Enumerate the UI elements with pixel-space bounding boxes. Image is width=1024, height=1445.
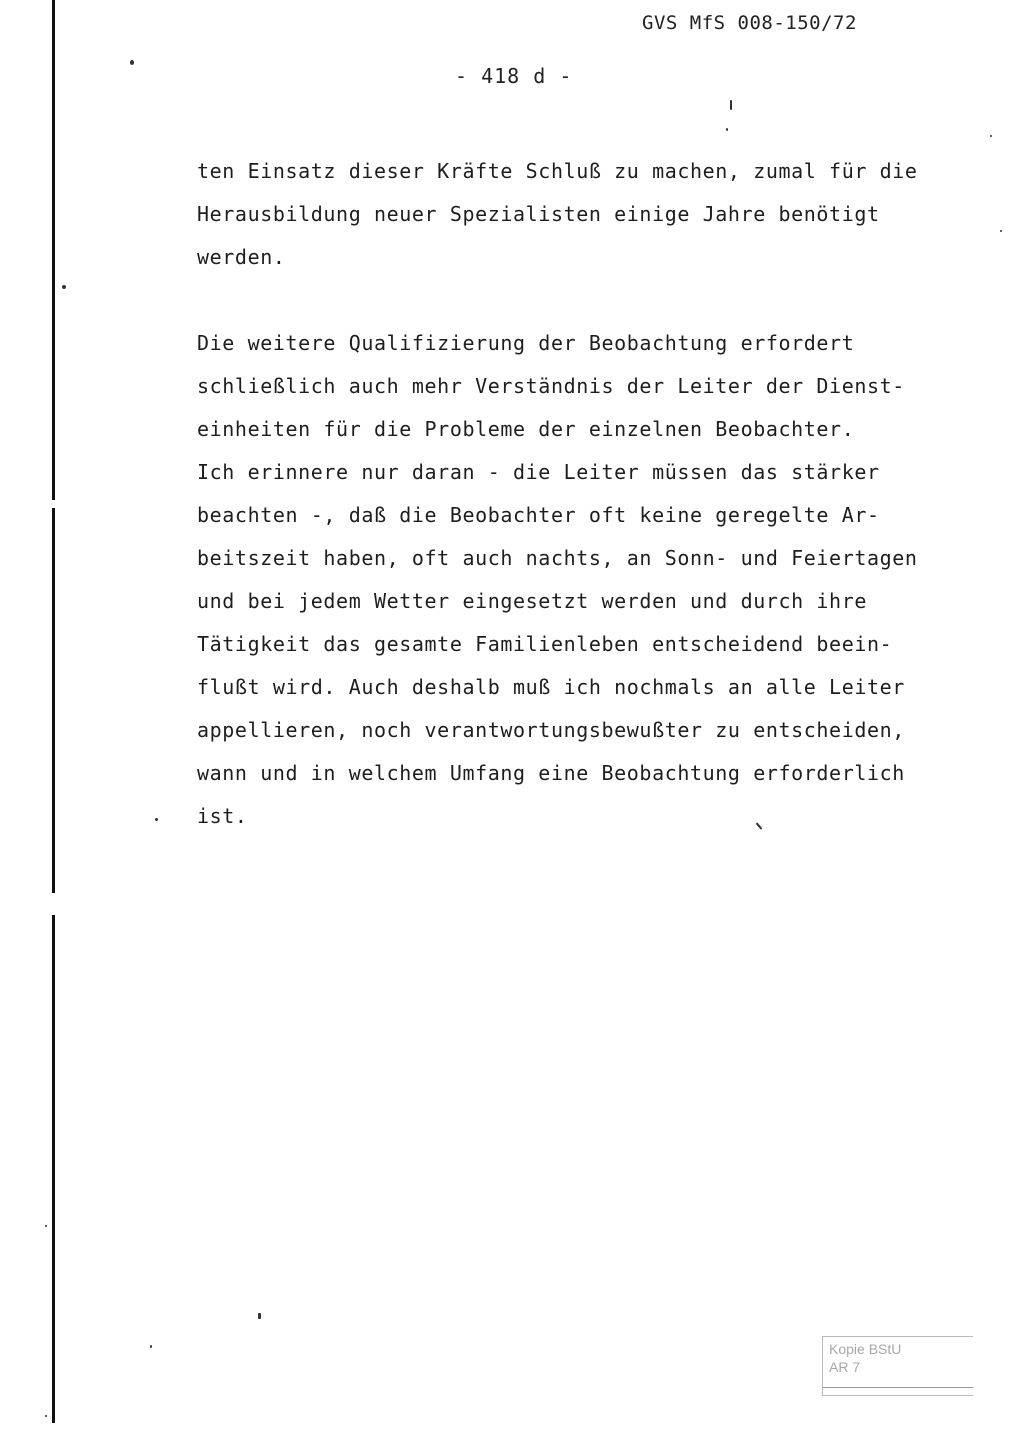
stamp-text: Kopie BStU (829, 1341, 902, 1357)
scan-speck (155, 818, 158, 821)
text-line: beitszeit haben, oft auch nachts, an Sonn- und Feiertagen (197, 546, 918, 570)
text-line: schließlich auch mehr Verständnis der Leiter der Dienst- (197, 374, 905, 398)
text-line: Tätigkeit das gesamte Familienleben entscheidend beein- (197, 632, 893, 656)
document-reference: GVS MfS 008-150/72 (642, 12, 857, 34)
text-line: Herausbildung neuer Spezialisten einige Jahre benötigt (197, 202, 880, 226)
text-line: flußt wird. Auch deshalb muß ich nochmals an alle Leiter (197, 675, 905, 699)
scan-speck (726, 128, 728, 131)
text-line: beachten -, daß die Beobachter oft keine geregelte Ar- (197, 503, 880, 527)
stamp-text: AR 7 (829, 1359, 861, 1375)
scan-speck (990, 135, 992, 137)
scan-speck (130, 60, 134, 65)
binding-margin-line (52, 915, 55, 1423)
text-line: ten Einsatz dieser Kräfte Schluß zu machen, zumal für die (197, 159, 918, 183)
text-line: Ich erinnere nur daran - die Leiter müssen das stärker (197, 460, 880, 484)
page-number: - 418 d - (455, 64, 573, 88)
text-line: Die weitere Qualifizierung der Beobachtung erfordert (197, 331, 855, 355)
scan-speck (258, 1313, 261, 1319)
text-line: appellieren, noch verantwortungsbewußter zu entscheiden, (197, 718, 905, 742)
stamp-rule (823, 1387, 973, 1388)
paragraph-gap (197, 279, 967, 322)
scan-speck (730, 100, 732, 110)
text-line: wann und in welchem Umfang eine Beobachtung erforderlich (197, 761, 905, 785)
scan-speck (45, 1415, 47, 1417)
text-line: und bei jedem Wetter eingesetzt werden und durch ihre (197, 589, 867, 613)
scan-speck (62, 285, 66, 289)
text-line: ist. (197, 804, 248, 828)
archive-stamp (822, 1336, 973, 1396)
scan-speck (45, 1225, 47, 1227)
binding-margin-line (52, 508, 55, 893)
scan-speck (150, 1345, 152, 1348)
binding-margin-line (52, 0, 55, 500)
text-line: einheiten für die Probleme der einzelnen Beobachter. (197, 417, 855, 441)
body-text (197, 150, 967, 838)
text-line: werden. (197, 245, 286, 269)
scan-speck (1000, 230, 1002, 232)
